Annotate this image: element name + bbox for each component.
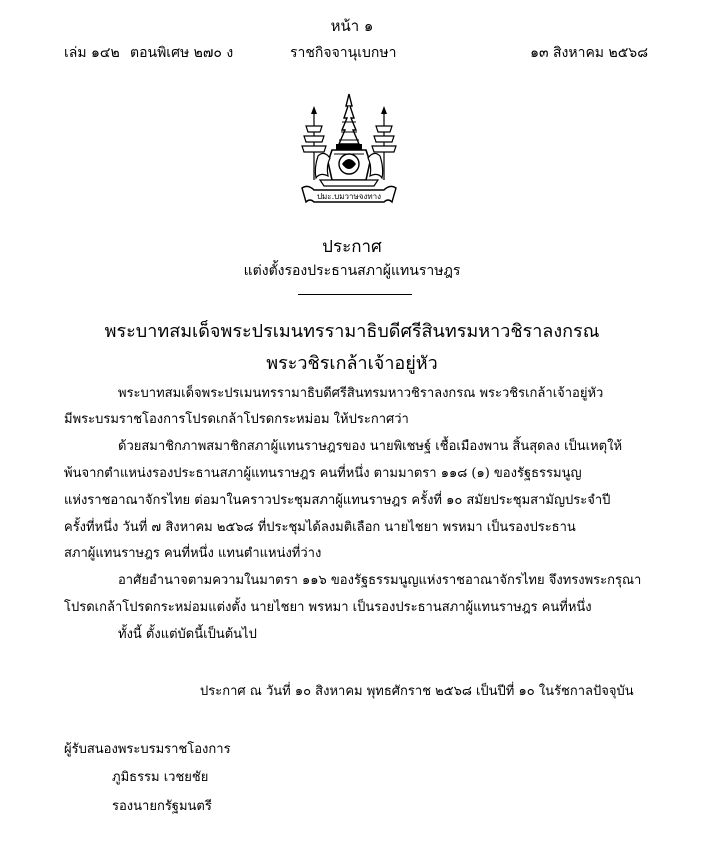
announcement-subtitle: แต่งตั้งรองประธานสภาผู้แทนราษฎร <box>243 263 461 279</box>
body-line: ด้วยสมาชิกภาพสมาชิกสภาผู้แทนราษฎรของ นายพิเชษฐ์ เชื้อเมืองพาน สิ้นสุดลง เป็นเหตุให้ <box>118 439 623 454</box>
title-divider <box>298 294 412 295</box>
royal-emblem-icon <box>284 92 414 210</box>
king-name-line-1: พระบาทสมเด็จพระปรเมนทรรามาธิบดีศรีสินทรมหาวชิราลงกรณ <box>104 321 600 342</box>
body-line: ครั้งที่หนึ่ง วันที่ ๗ สิงหาคม ๒๕๖๘ ที่ประชุมได้ลงมติเลือก นายไชยา พรหมา เป็นรองประธาน <box>64 520 576 535</box>
body-line: พระบาทสมเด็จพระปรเมนทรรามาธิบดีศรีสินทรมหาวชิราลงกรณ พระวชิรเกล้าเจ้าอยู่หัว <box>118 386 604 401</box>
body-line: อาศัยอำนาจตามความในมาตรา ๑๑๖ ของรัฐธรรมนูญแห่งราชอาณาจักรไทย จึงทรงพระกรุณา <box>118 573 642 588</box>
gazette-name: ราชกิจจานุเบกษา <box>290 45 397 61</box>
body-line: โปรดเกล้าโปรดกระหม่อมแต่งตั้ง นายไชยา พรหมา เป็นรองประธานสภาผู้แทนราษฎร คนที่หนึ่ง <box>64 600 592 615</box>
page-number: หน้า ๑ <box>330 17 374 35</box>
body-line: มีพระบรมราชโองการโปรดเกล้าโปรดกระหม่อม ให้ประกาศว่า <box>64 412 409 427</box>
king-name-line-2: พระวชิรเกล้าเจ้าอยู่หัว <box>266 353 438 374</box>
body-line: สภาผู้แทนราษฎร คนที่หนึ่ง แทนตำแหน่งที่ว่าง <box>64 546 322 561</box>
section-number: ตอนพิเศษ ๒๗๐ ง <box>130 45 234 61</box>
body-line: แห่งราชอาณาจักรไทย ต่อมาในคราวประชุมสภาผู้แทนราษฎร ครั้งที่ ๑๐ สมัยประชุมสามัญประจำปี <box>64 493 611 508</box>
countersign-name: ภูมิธรรม เวชยชัย <box>112 770 209 785</box>
announcement-title: ประกาศ <box>322 237 382 257</box>
emblem-banner-text: ปมะ.บมวาษจงทาง <box>316 192 382 201</box>
publication-date: ๑๓ สิงหาคม ๒๕๖๘ <box>530 45 648 61</box>
body-line: พ้นจากตำแหน่งรองประธานสภาผู้แทนราษฎร คนที่หนึ่ง ตามมาตรา ๑๑๘ (๑) ของรัฐธรรมนูญ <box>64 466 582 481</box>
proclamation-date-line: ประกาศ ณ วันที่ ๑๐ สิงหาคม พุทธศักราช ๒๕๖๘ เป็นปีที่ ๑๐ ในรัชกาลปัจจุบัน <box>200 684 634 699</box>
countersign-position: รองนายกรัฐมนตรี <box>112 799 212 814</box>
countersign-heading: ผู้รับสนองพระบรมราชโองการ <box>64 742 231 757</box>
body-line: ทั้งนี้ ตั้งแต่บัดนี้เป็นต้นไป <box>118 627 257 642</box>
volume-number: เล่ม ๑๔๒ <box>64 45 120 61</box>
